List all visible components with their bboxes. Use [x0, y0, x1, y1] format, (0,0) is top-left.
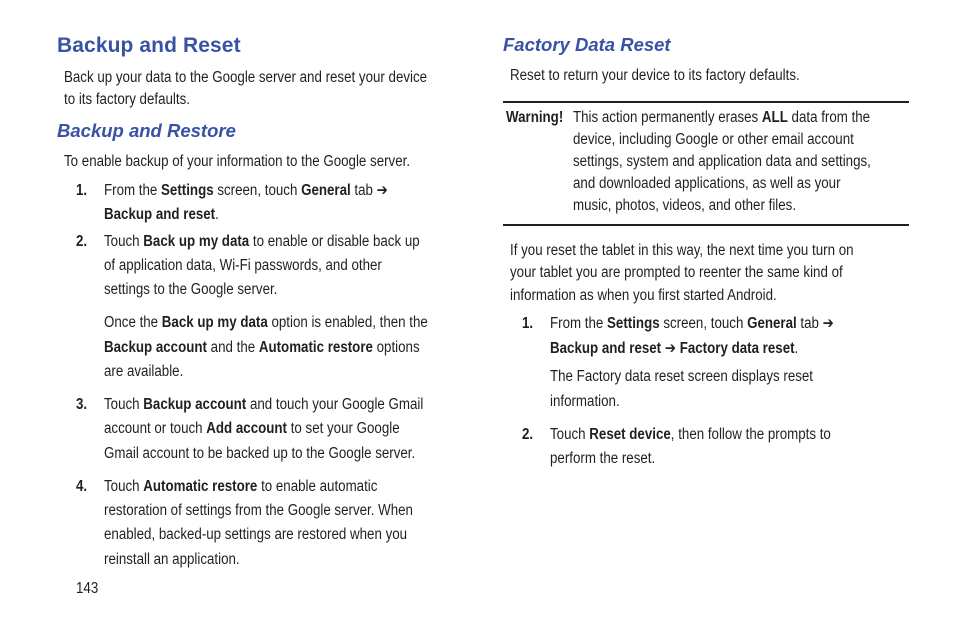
step-note-line: The Factory data reset screen displays reset [550, 368, 814, 385]
step-line: Touch Automatic restore to enable automatic [104, 478, 378, 495]
step-number: 4. [76, 478, 88, 495]
step-line: of application data, Wi-Fi passwords, and other [104, 257, 382, 274]
step-line: From the Settings screen, touch General tab ➔ [550, 315, 834, 332]
step-note-line: Backup account and the Automatic restore options [104, 339, 420, 356]
section-intro: To enable backup of your information to the Google server. [64, 153, 411, 170]
step-line: perform the reset. [550, 450, 656, 467]
step-line: From the Settings screen, touch General tab ➔ [104, 182, 388, 199]
step-line: Backup and reset. [104, 206, 219, 223]
section-title-factory-reset: Factory Data Reset [503, 34, 671, 55]
step-line: Touch Backup account and touch your Google Gmail [104, 396, 424, 413]
warning-line: and downloaded applications, as well as your [573, 175, 841, 192]
warning-line: This action permanently erases ALL data from the [573, 109, 871, 126]
step-line: reinstall an application. [104, 551, 240, 568]
warning-line: device, including Google or other email account [573, 131, 854, 148]
page-number: 143 [76, 580, 99, 597]
step-line: Backup and reset ➔ Factory data reset. [550, 340, 799, 357]
step-number: 1. [522, 315, 534, 332]
step-line: settings to the Google server. [104, 281, 278, 298]
step-number: 2. [76, 233, 88, 250]
step-number: 3. [76, 396, 88, 413]
warning-line: music, photos, videos, and other files. [573, 197, 797, 214]
para-line: your tablet you are prompted to reenter the same kind of [510, 264, 843, 281]
intro-line-1: Back up your data to the Google server and reset your device [64, 69, 428, 86]
step-note-line: information. [550, 393, 620, 410]
step-line: Touch Back up my data to enable or disable back up [104, 233, 420, 250]
para-line: If you reset the tablet in this way, the next time you turn on [510, 242, 854, 259]
step-number: 1. [76, 182, 88, 199]
page-title: Backup and Reset [57, 34, 241, 57]
warning-line: settings, system and application data and settings, [573, 153, 871, 170]
section-intro: Reset to return your device to its factory defaults. [510, 67, 800, 84]
para-line: information as when you first started Android. [510, 287, 777, 304]
section-title-backup-restore: Backup and Restore [57, 120, 236, 141]
step-note-line: Once the Back up my data option is enabled, then the [104, 314, 428, 331]
intro-line-2: to its factory defaults. [64, 91, 190, 108]
step-note-line: are available. [104, 363, 184, 380]
step-line: Gmail account to be backed up to the Google server. [104, 445, 416, 462]
step-line: enabled, backed-up settings are restored when you [104, 526, 408, 543]
warning-top-rule [503, 101, 909, 103]
step-number: 2. [522, 426, 534, 443]
step-line: Touch Reset device, then follow the prompts to [550, 426, 831, 443]
warning-label: Warning! [506, 109, 564, 126]
step-line: account or touch Add account to set your Google [104, 420, 400, 437]
step-line: restoration of settings from the Google server. When [104, 502, 413, 519]
warning-bottom-rule [503, 224, 909, 226]
